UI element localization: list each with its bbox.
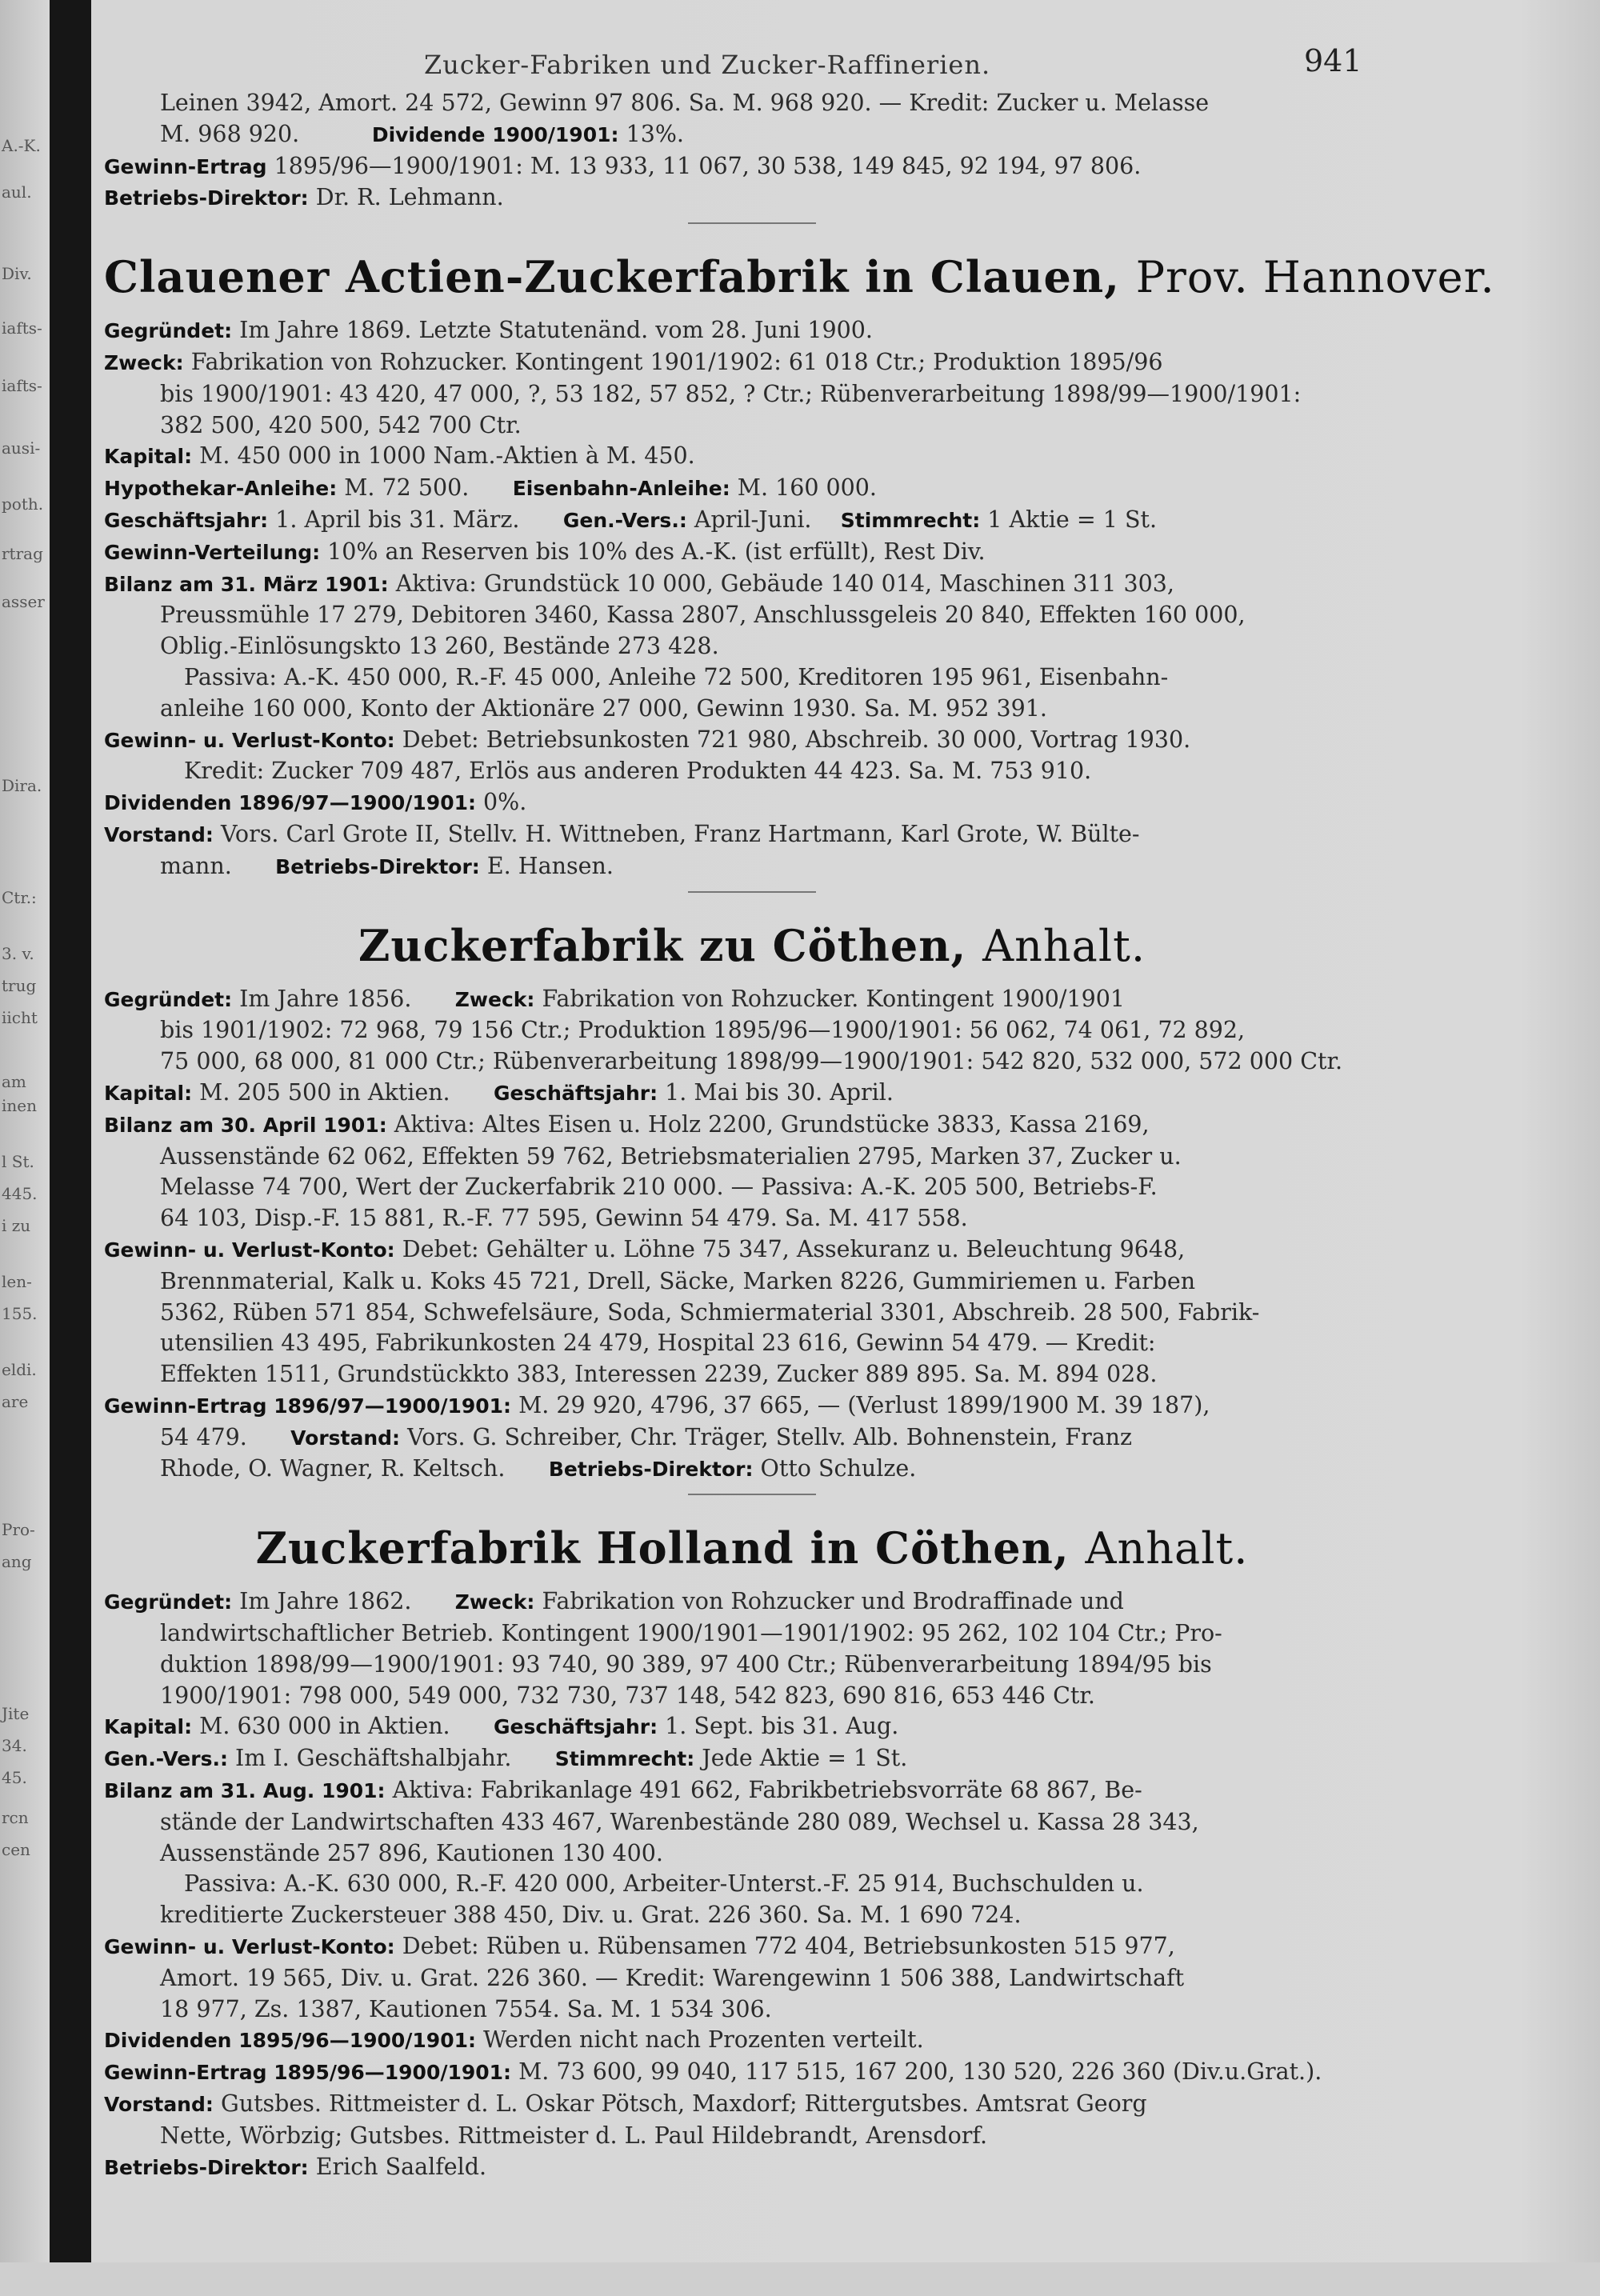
text-line [104, 1807, 1400, 1838]
field-value: Im Jahre 1856. [239, 985, 412, 1012]
field-label: Kapital: [104, 1715, 193, 1739]
text-line [104, 984, 1400, 1016]
left-margin-fragments [0, 136, 50, 2296]
field-value: Im Jahre 1869. Letzte Statutenänd. vom 28. Juni 1900. [239, 317, 873, 344]
field-value: Preussmühle 17 279, Debitoren 3460, Kassa 2807, Anschlussgeleis 20 840, Effekten 160 000, [160, 602, 1246, 629]
field-label: Gewinn-Ertrag 1896/97—1900/1901: [104, 1394, 512, 1418]
margin-fragment: ang [2, 1552, 32, 1571]
field-value: Melasse 74 700, Wert der Zuckerfabrik 210 000. — Passiva: A.-K. 205 500, Betriebs-F. [160, 1174, 1158, 1201]
text-line [104, 315, 1400, 347]
field-value: 64 103, Disp.-F. 15 881, R.-F. 77 595, Gewinn 54 479. Sa. M. 417 558. [160, 1205, 968, 1232]
field-value: Debet: Rüben u. Rübensamen 772 404, Betriebsunkosten 515 977, [402, 1933, 1175, 1960]
text-line [104, 1359, 1400, 1390]
text-line [104, 1142, 1400, 1173]
margin-fragment: A.-K. [2, 136, 41, 155]
margin-fragment: Dira. [2, 776, 42, 795]
field-value: anleihe 160 000, Konto der Aktionäre 27 000, Gewinn 1930. Sa. M. 952 391. [160, 694, 1047, 722]
field-value: utensilien 43 495, Fabrikunkosten 24 479, Hospital 23 616, Gewinn 54 479. — Kredit: [160, 1330, 1156, 1357]
margin-fragment: asser [2, 592, 45, 611]
text-line [104, 1266, 1400, 1298]
text-line: Leinen 3942, Amort. 24 572, Gewinn 97 806. Sa. M. 968 920. — Kredit: Zucker u. Melasse [160, 90, 1210, 116]
field-value: 1. Sept. bis 31. Aug. [665, 1713, 899, 1740]
text-line [104, 1015, 1400, 1046]
field-label: Stimmrecht: [554, 1747, 695, 1771]
margin-fragment: Jite [2, 1704, 30, 1723]
field-label: Gewinn- u. Verlust-Konto: [104, 728, 395, 752]
field-value: M. 630 000 in Aktien. [199, 1713, 450, 1740]
section-divider [688, 891, 816, 893]
field-label: Vorstand: [104, 822, 214, 846]
margin-fragment: i zu [2, 1216, 31, 1235]
running-head [104, 40, 1400, 88]
text-line [104, 1963, 1400, 1994]
field-value: 10% an Reserven bis 10% des A.-K. (ist erfüllt), Rest Div. [327, 538, 986, 565]
company-title: Zuckerfabrik zu Cöthen, Anhalt. [358, 919, 1146, 971]
field-value: Werden nicht nach Prozenten verteilt. [483, 2026, 924, 2054]
field-value: 75 000, 68 000, 81 000 Ctr.; Rübenverarbeitung 1898/99—1900/1901: 542 820, 532 000, 572 000 Ctr. [160, 1048, 1343, 1075]
field-label: Gen.-Vers.: [562, 508, 687, 532]
field-value: 18 977, Zs. 1387, Kautionen 7554. Sa. M. 1 534 306. [160, 1995, 772, 2022]
company-title: Clauener Actien-Zuckerfabrik in Clauen, Prov. Hannover. [104, 251, 1495, 303]
text-line [104, 1994, 1400, 2026]
margin-fragment: rcn [2, 1808, 29, 1827]
text-line [104, 1454, 1400, 1486]
text-line [104, 1298, 1400, 1329]
field-value: M. 450 000 in 1000 Nam.-Aktien à M. 450. [199, 442, 695, 470]
text-line [104, 379, 1400, 410]
text-line [104, 1900, 1400, 1931]
text-line [104, 787, 1400, 819]
margin-fragment: 34. [2, 1736, 27, 1755]
field-label: Bilanz am 31. Aug. 1901: [104, 1779, 386, 1803]
field-label: Gewinn- u. Verlust-Konto: [104, 1238, 395, 1262]
field-label: Gewinn- u. Verlust-Konto: [104, 1935, 395, 1959]
text-line [104, 1775, 1400, 1807]
text-line [104, 1390, 1400, 1422]
margin-fragment: 3. v. [2, 944, 34, 963]
field-label: Stimmrecht: [840, 508, 981, 532]
field-value: Vors. G. Schreiber, Chr. Träger, Stellv. Alb. Bohnenstein, Franz [407, 1423, 1133, 1450]
field-value: Jede Aktie = 1 St. [702, 1745, 908, 1772]
text-line [104, 410, 1400, 442]
field-label: Vorstand: [290, 1426, 401, 1450]
margin-fragment: eldi. [2, 1360, 37, 1379]
field-value: mann. [160, 852, 232, 879]
field-value: 5362, Rüben 571 854, Schwefelsäure, Soda, Schmiermaterial 3301, Abschreib. 28 500, Fabrik- [160, 1298, 1260, 1326]
field-value: 0%. [483, 789, 527, 816]
field-value: Fabrikation von Rohzucker. Kontingent 1901/1902: 61 018 Ctr.; Produktion 1895/96 [190, 348, 1163, 375]
field-label: Gegründet: [104, 1590, 233, 1614]
field-value: Debet: Gehälter u. Löhne 75 347, Assekuranz u. Beleuchtung 9648, [402, 1235, 1186, 1262]
field-label: Kapital: [104, 445, 193, 469]
field-value: Aktiva: Fabrikanlage 491 662, Fabrikbetriebsvorräte 68 867, Be- [392, 1777, 1142, 1804]
text-line [104, 1422, 1400, 1454]
text-line [104, 756, 1400, 787]
field-label: Hypothekar-Anleihe: [104, 477, 338, 501]
text-line [104, 1618, 1400, 1650]
text-line [104, 631, 1400, 662]
text-line [104, 1203, 1400, 1234]
running-head-title: Zucker-Fabriken und Zucker-Raffinerien. [424, 50, 991, 80]
field-value: Aktiva: Grundstück 10 000, Gebäude 140 014, Maschinen 311 303, [395, 570, 1174, 597]
field-value: 1900/1901: 798 000, 549 000, 732 730, 737 148, 542 823, 690 816, 653 446 Ctr. [160, 1682, 1095, 1709]
text-line [104, 1078, 1400, 1110]
text-line [104, 2152, 1400, 2184]
text-line [104, 2089, 1400, 2121]
field-label: Geschäftsjahr: [493, 1081, 658, 1105]
field-value: Oblig.-Einlösungskto 13 260, Bestände 273 428. [160, 633, 719, 660]
field-value: 1 Aktie = 1 St. [987, 506, 1158, 533]
text-line [104, 2025, 1400, 2057]
continuation-entry [104, 88, 1400, 224]
field-value: Aussenstände 257 896, Kautionen 130 400. [160, 1839, 663, 1866]
text-line [104, 819, 1400, 851]
text-line [104, 2057, 1400, 2089]
margin-fragment: 155. [2, 1304, 38, 1323]
field-value: 54 479. [160, 1423, 247, 1450]
page-content [104, 40, 1495, 2183]
field-value: Effekten 1511, Grundstückkto 383, Interessen 2239, Zucker 889 895. Sa. M. 894 028. [160, 1361, 1158, 1388]
field-value: Rhode, O. Wagner, R. Keltsch. [160, 1455, 506, 1482]
text-line [104, 662, 1400, 694]
field-label: Geschäftsjahr: [493, 1715, 658, 1739]
margin-fragment: am [2, 1072, 26, 1091]
field-label: Zweck: [454, 1590, 535, 1614]
field-value: Kredit: Zucker 709 487, Erlös aus anderen Produkten 44 423. Sa. M. 753 910. [184, 758, 1092, 785]
margin-fragment: poth. [2, 494, 44, 514]
binding-gutter [50, 0, 91, 2262]
field-value: M. 205 500 in Aktien. [199, 1078, 450, 1106]
field-label: Gewinn-Ertrag 1895/96—1900/1901: [104, 2061, 512, 2085]
field-value: Aktiva: Altes Eisen u. Holz 2200, Grundstücke 3833, Kassa 2169, [394, 1110, 1150, 1138]
text-line [104, 1931, 1400, 1963]
field-label: Zweck: [454, 987, 535, 1011]
field-label: Vorstand: [104, 2093, 214, 2117]
field-value: Im Jahre 1862. [239, 1588, 412, 1615]
margin-fragment: Ctr.: [2, 888, 37, 907]
company-sections [104, 251, 1495, 2183]
field-value: Passiva: A.-K. 630 000, R.-F. 420 000, Arbeiter-Unterst.-F. 25 914, Buchschulden u. [184, 1870, 1144, 1898]
text-line [104, 1743, 1400, 1775]
text-line [104, 1328, 1400, 1359]
field-label: Dividenden 1896/97—1900/1901: [104, 791, 476, 815]
margin-fragment: len- [2, 1272, 32, 1291]
margin-fragment: 45. [2, 1768, 27, 1787]
field-value: M. 29 920, 4796, 37 665, — (Verlust 1899/1900 M. 39 187), [518, 1391, 1210, 1418]
field-label: Bilanz am 31. März 1901: [104, 572, 389, 596]
section-divider [688, 1494, 816, 1495]
field-value: Passiva: A.-K. 450 000, R.-F. 45 000, Anleihe 72 500, Kreditoren 195 961, Eisenbahn- [184, 663, 1169, 690]
field-value: bis 1901/1902: 72 968, 79 156 Ctr.; Produktion 1895/96—1900/1901: 56 062, 74 061, 72 892, [160, 1017, 1246, 1044]
field-value: Gutsbes. Rittmeister d. L. Oskar Pötsch, Maxdorf; Rittergutsbes. Amtsrat Georg [220, 2090, 1147, 2118]
margin-fragment: iafts- [2, 318, 42, 338]
text-line [104, 1681, 1400, 1712]
text-line [104, 537, 1400, 569]
margin-fragment: l St. [2, 1152, 34, 1171]
field-value: E. Hansen. [486, 852, 614, 879]
text-line [104, 1711, 1400, 1743]
field-value: M. 160 000. [737, 474, 877, 502]
field-value: Otto Schulze. [760, 1455, 917, 1482]
text-line [104, 600, 1400, 631]
field-label: Geschäftsjahr: [104, 508, 269, 532]
text-line [104, 569, 1400, 601]
margin-fragment: ausi- [2, 438, 41, 458]
text-line [104, 1046, 1400, 1078]
field-label: Kapital: [104, 1081, 193, 1105]
margin-fragment: cen [2, 1840, 30, 1859]
field-value: M. 72 500. [344, 474, 470, 502]
text-line [104, 725, 1400, 757]
field-value: M. 73 600, 99 040, 117 515, 167 200, 130 520, 226 360 (Div.u.Grat.). [518, 2058, 1322, 2086]
field-value: Brennmaterial, Kalk u. Koks 45 721, Drell, Säcke, Marken 8226, Gummiriemen u. Farben [160, 1267, 1196, 1294]
field-value: kreditierte Zuckersteuer 388 450, Div. u. Grat. 226 360. Sa. M. 1 690 724. [160, 1902, 1022, 1929]
field-label: Betriebs-Direktor: [275, 854, 480, 878]
field-label: Gewinn-Verteilung: [104, 540, 321, 564]
field-label: Gen.-Vers.: [104, 1747, 228, 1771]
text-line [104, 2121, 1400, 2152]
field-value: Fabrikation von Rohzucker. Kontingent 1900/1901 [542, 985, 1126, 1012]
text-line [104, 347, 1400, 379]
company-entry [104, 920, 1400, 1496]
margin-fragment: 445. [2, 1184, 38, 1203]
margin-fragment: trug [2, 976, 37, 995]
text-line [104, 1110, 1400, 1142]
text-line [104, 505, 1400, 537]
field-value: bis 1900/1901: 43 420, 47 000, ?, 53 182, 57 852, ? Ctr.; Rübenverarbeitung 1898/99—1900/1901: [160, 380, 1302, 407]
margin-fragment: aul. [2, 182, 32, 202]
text-line [104, 1650, 1400, 1681]
margin-fragment: rtrag [2, 544, 43, 563]
field-value: Aussenstände 62 062, Effekten 59 762, Betriebsmaterialien 2795, Marken 37, Zucker u. [160, 1142, 1182, 1170]
field-value: Amort. 19 565, Div. u. Grat. 226 360. — Kredit: Warengewinn 1 506 388, Landwirtschaft [160, 1964, 1185, 1991]
text-line [104, 694, 1400, 725]
text-line [104, 1172, 1400, 1203]
text-line: Betriebs-Direktor: Dr. R. Lehmann. [104, 184, 504, 211]
field-label: Betriebs-Direktor: [548, 1458, 754, 1482]
field-value: April-Juni. [694, 506, 812, 533]
margin-fragment: are [2, 1392, 29, 1411]
text-line [104, 1869, 1400, 1900]
text-line [104, 851, 1400, 883]
margin-fragment: inen [2, 1096, 37, 1115]
text-line [104, 473, 1400, 505]
text-line: M. 968 920. Dividende 1900/1901: 13%. [160, 120, 684, 147]
text-line [104, 441, 1400, 473]
text-line [104, 1838, 1400, 1870]
text-line [104, 1586, 1400, 1618]
field-value: Debet: Betriebsunkosten 721 980, Abschreib. 30 000, Vortrag 1930. [402, 726, 1191, 753]
company-entry [104, 251, 1495, 892]
field-label: Eisenbahn-Anleihe: [512, 477, 730, 501]
field-value: Vors. Carl Grote II, Stellv. H. Wittneben, Franz Hartmann, Karl Grote, W. Bülte- [220, 820, 1140, 847]
section-divider [688, 222, 816, 224]
field-value: duktion 1898/99—1900/1901: 93 740, 90 389, 97 400 Ctr.; Rübenverarbeitung 1894/95 bis [160, 1650, 1212, 1678]
field-label: Gegründet: [104, 319, 233, 343]
field-value: Fabrikation von Rohzucker und Brodraffinade und [542, 1588, 1124, 1615]
field-value: Im I. Geschäftshalbjahr. [235, 1745, 512, 1772]
field-label: Dividenden 1895/96—1900/1901: [104, 2029, 476, 2053]
field-value: landwirtschaftlicher Betrieb. Kontingent 1900/1901—1901/1902: 95 262, 102 104 Ctr.; Pro- [160, 1620, 1222, 1647]
field-value: Nette, Wörbzig; Gutsbes. Rittmeister d. L. Paul Hildebrandt, Arensdorf. [160, 2122, 988, 2149]
text-line [104, 1234, 1400, 1266]
margin-fragment: Pro- [2, 1520, 35, 1539]
margin-fragment: Div. [2, 264, 32, 283]
margin-fragment: iafts- [2, 376, 42, 395]
field-label: Zweck: [104, 350, 184, 374]
company-title: Zuckerfabrik Holland in Cöthen, Anhalt. [255, 1522, 1249, 1574]
margin-fragment: iicht [2, 1008, 38, 1027]
company-entry [104, 1522, 1400, 2183]
field-value: 1. April bis 31. März. [275, 506, 520, 533]
field-label: Bilanz am 30. April 1901: [104, 1113, 387, 1137]
field-value: Erich Saalfeld. [315, 2153, 487, 2180]
field-value: 1. Mai bis 30. April. [665, 1078, 894, 1106]
field-value: stände der Landwirtschaften 433 467, Warenbestände 280 089, Wechsel u. Kassa 28 343, [160, 1808, 1199, 1835]
page-number: 941 [1304, 43, 1362, 78]
field-value: 382 500, 420 500, 542 700 Ctr. [160, 411, 522, 438]
field-label: Betriebs-Direktor: [104, 2155, 309, 2179]
text-line: Gewinn-Ertrag 1895/96—1900/1901: M. 13 933, 11 067, 30 538, 149 845, 92 194, 97 806. [104, 152, 1142, 179]
field-label: Gegründet: [104, 987, 233, 1011]
